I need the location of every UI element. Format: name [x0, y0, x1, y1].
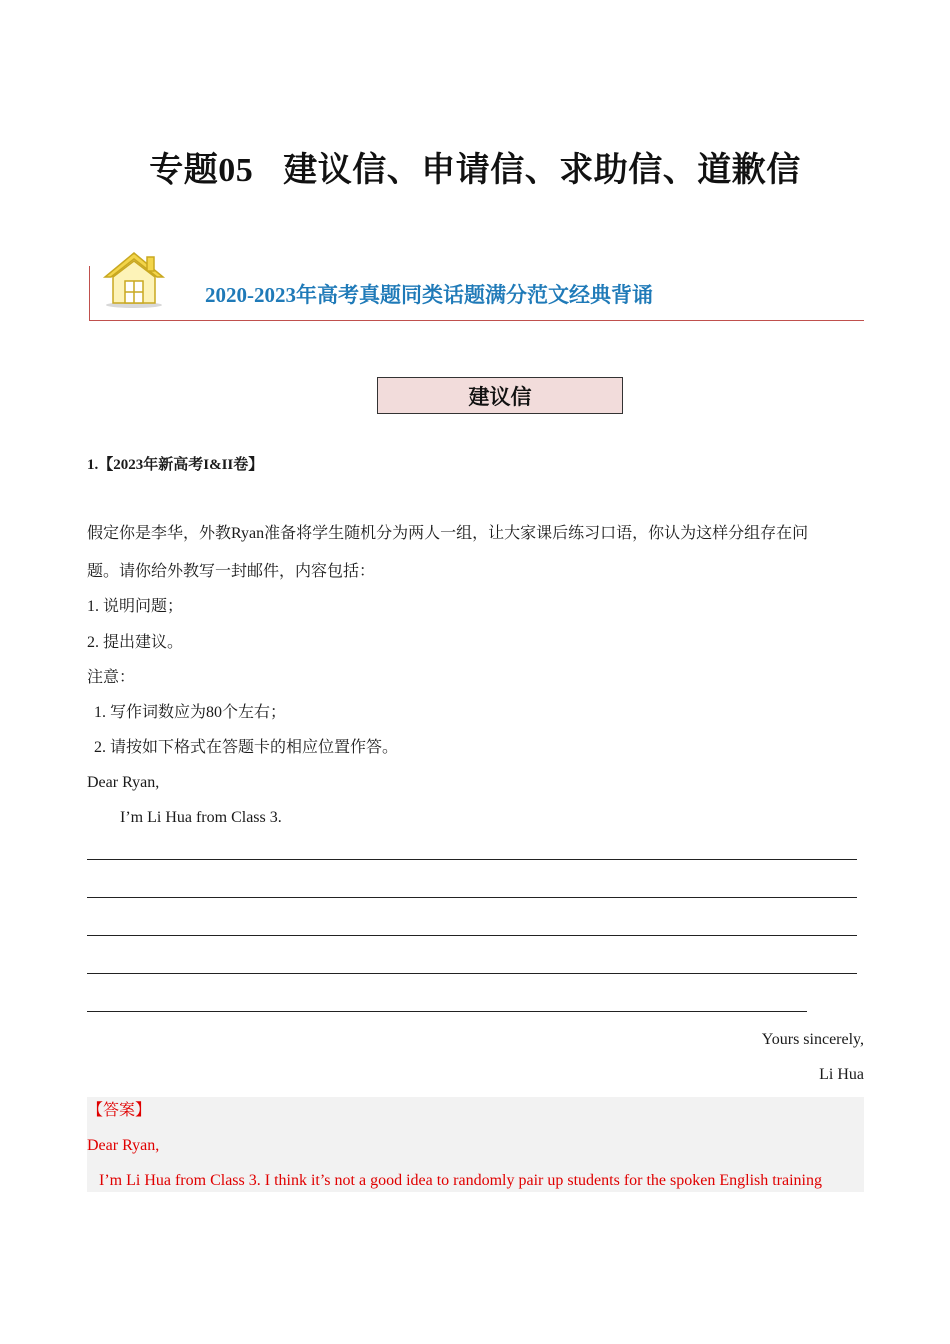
section-label: 建议信 — [468, 384, 532, 409]
title-prefix: 专题 — [149, 152, 219, 189]
banner-border-left — [89, 266, 90, 321]
answer-blank-line — [87, 859, 857, 860]
answer-blank-line — [87, 935, 857, 936]
letter-greeting: Dear Ryan, — [87, 774, 160, 791]
point-2: 2. 提出建议。 — [87, 634, 184, 651]
answer-label: 【答案】 — [87, 1102, 152, 1119]
house-icon — [101, 249, 167, 309]
letter-signature: Li Hua — [819, 1066, 864, 1083]
letter-opening: I’m Li Hua from Class 3. — [120, 809, 282, 826]
title-main: 建议信、申请信、求助信、道歉信 — [283, 152, 801, 189]
answer-blank-line — [87, 1011, 807, 1012]
answer-body-line-1: I’m Li Hua from Class 3. I think it’s not a good idea to randomly pair up students for the spoken English training — [99, 1172, 822, 1189]
note-1: 1. 写作词数应为80个左右； — [94, 704, 287, 721]
section-label-box — [377, 377, 623, 414]
answer-blank-line — [87, 897, 857, 898]
note-label: 注意： — [87, 669, 136, 686]
point-1: 1. 说明问题； — [87, 598, 184, 615]
letter-closing: Yours sincerely, — [761, 1031, 864, 1048]
answer-greeting: Dear Ryan, — [87, 1137, 160, 1154]
banner-title: 2020-2023年高考真题同类话题满分范文经典背诵 — [205, 283, 653, 307]
answer-blank-line — [87, 973, 857, 974]
note-2: 2. 请按如下格式在答题卡的相应位置作答。 — [94, 739, 399, 756]
prompt-line-1: 假定你是李华，外教Ryan准备将学生随机分为两人一组，让大家课后练习口语，你认为这样分组存在问 — [87, 525, 809, 542]
prompt-line-2: 题。请你给外教写一封邮件，内容包括： — [87, 563, 376, 580]
banner-border-bottom — [89, 320, 864, 321]
question-heading: 1.【2023年新高考I&II卷】 — [87, 457, 264, 473]
page-title — [0, 142, 950, 191]
title-number: 05 — [218, 152, 254, 189]
